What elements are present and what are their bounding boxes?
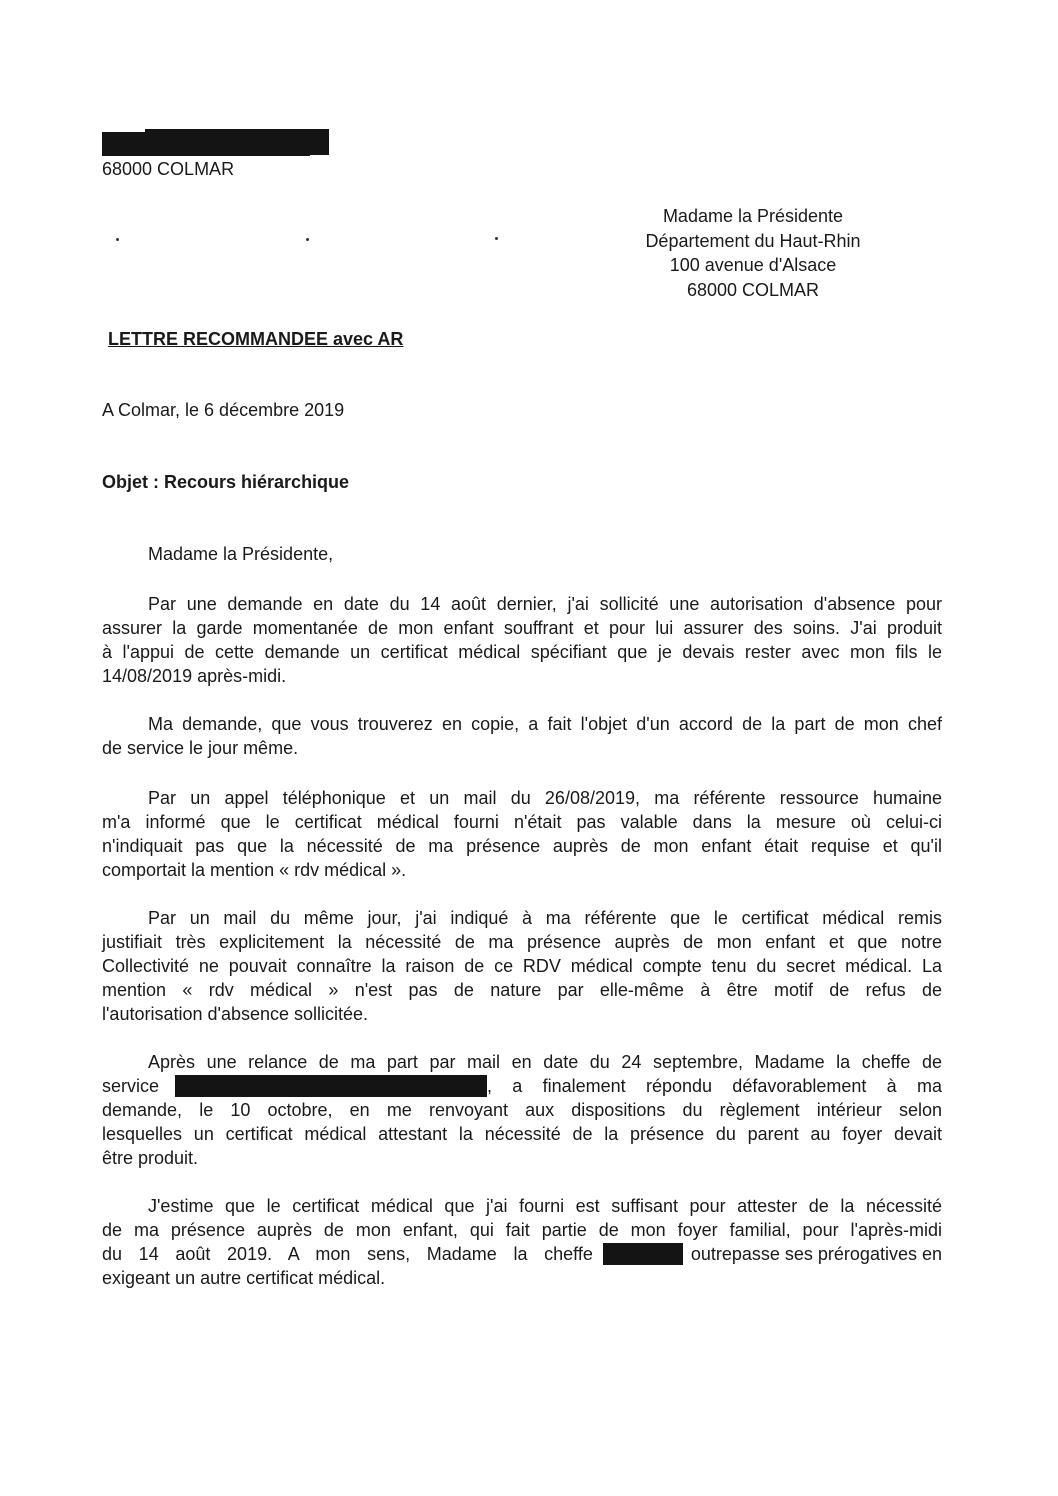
paragraph-line-with-redaction	[102, 1074, 942, 1098]
recipient-line: Département du Haut-Rhin	[645, 230, 861, 251]
body-paragraph	[102, 786, 942, 882]
paragraph-line: demande, le 10 octobre, en me renvoyant aux dispositions du règlement intérieur selon	[102, 1100, 942, 1120]
body-paragraph	[102, 712, 942, 760]
paragraph-line: de service le jour même.	[102, 738, 299, 758]
recipient-line: 68000 COLMAR	[686, 279, 820, 300]
paragraph-line: m'a informé que le certificat médical fourni n'était pas valable dans la mesure où celui-ci	[102, 812, 942, 832]
redaction-block	[102, 132, 310, 156]
body-paragraph	[102, 592, 942, 688]
paragraph-line-end: , a finalement répondu défavorablement à ma	[487, 1076, 942, 1096]
paragraph-line: Par un appel téléphonique et un mail du 26/08/2019, ma référente ressource humaine	[148, 788, 942, 808]
paragraph-line-with-redaction	[102, 1242, 942, 1266]
redaction-block	[175, 1075, 487, 1097]
paragraph-line: lesquelles un certificat médical attestant la nécessité de la présence du parent au foyer devait	[102, 1124, 942, 1144]
paragraph-line: 14/08/2019 après-midi.	[102, 666, 287, 686]
paragraph-line: assurer la garde momentanée de mon enfant souffrant et pour lui assurer des soins. J'ai produit	[102, 618, 942, 638]
paragraph-line: exigeant un autre certificat médical.	[102, 1268, 386, 1288]
body-paragraph	[102, 1194, 942, 1290]
mail-type: LETTRE RECOMMANDEE avec AR	[108, 329, 404, 349]
paragraph-line: Collectivité ne pouvait connaître la raison de ce RDV médical compte tenu du secret médical. La	[102, 956, 942, 976]
paragraph-line: justifiait très explicitement la nécessité de ma présence auprès de mon enfant et que notre	[102, 932, 942, 952]
paragraph-line-end: outrepasse ses prérogatives en	[690, 1244, 942, 1264]
paragraph-line-start: service	[102, 1076, 160, 1096]
scan-dot	[116, 238, 119, 241]
paragraph-line: n'indiquait pas que la nécessité de ma présence auprès de mon enfant était requise et qu'il	[102, 836, 942, 856]
paragraph-line: mention « rdv médical » n'est pas de nature par elle-même à être motif de refus de	[102, 980, 942, 1000]
salutation: Madame la Présidente,	[148, 544, 334, 564]
scan-dot	[495, 237, 498, 240]
paragraph-line: Ma demande, que vous trouverez en copie, a fait l'objet d'un accord de la part de mon chef	[148, 714, 942, 734]
redaction-block	[603, 1243, 683, 1265]
recipient-line: 100 avenue d'Alsace	[669, 255, 837, 275]
place-date: A Colmar, le 6 décembre 2019	[102, 400, 345, 420]
sender-city: 68000 COLMAR	[102, 159, 235, 179]
paragraph-line-start: du 14 août 2019. A mon sens, Madame la cheffe	[102, 1244, 593, 1264]
paragraph-line: être produit.	[102, 1148, 199, 1168]
paragraph-line: l'autorisation d'absence sollicitée.	[102, 1004, 369, 1024]
recipient-block	[600, 204, 906, 302]
paragraph-line: comportait la mention « rdv médical ».	[102, 860, 407, 880]
paragraph-line: Après une relance de ma part par mail en date du 24 septembre, Madame la cheffe de	[148, 1052, 942, 1072]
recipient-line: Madame la Présidente	[662, 206, 844, 226]
scan-dot	[306, 238, 309, 241]
paragraph-line: de ma présence auprès de mon enfant, qui fait partie de mon foyer familial, pour l'après-midi	[102, 1220, 942, 1240]
paragraph-line: à l'appui de cette demande un certificat médical spécifiant que je devais rester avec mon fils le	[102, 642, 942, 662]
paragraph-line: J'estime que le certificat médical que j'ai fourni est suffisant pour attester de la nécessité	[148, 1196, 942, 1216]
paragraph-line: Par un mail du même jour, j'ai indiqué à ma référente que le certificat médical remis	[148, 908, 942, 928]
body-paragraph	[102, 906, 942, 1026]
subject: Objet : Recours hiérarchique	[102, 472, 350, 492]
paragraph-line: Par une demande en date du 14 août dernier, j'ai sollicité une autorisation d'absence pour	[148, 594, 942, 614]
body-paragraph	[102, 1050, 942, 1170]
